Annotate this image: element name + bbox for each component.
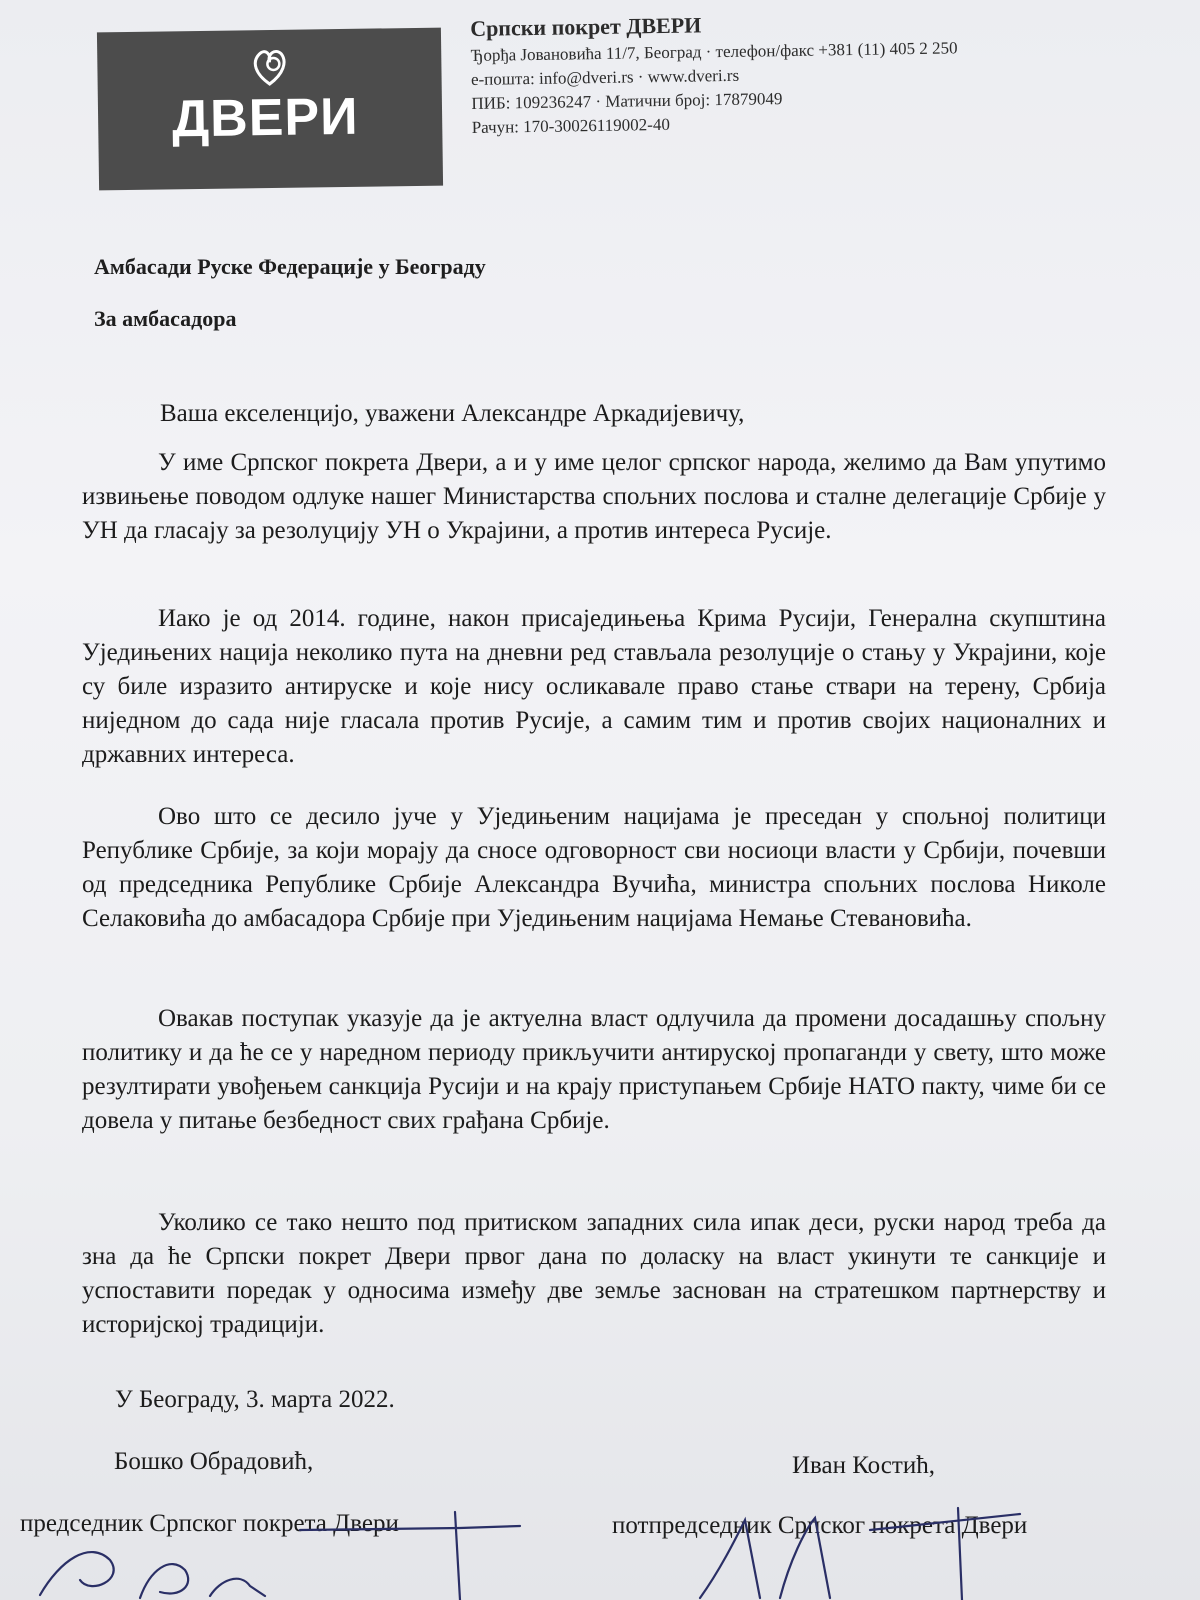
place-and-date: У Београду, 3. марта 2022.	[115, 1386, 395, 1413]
signatory-2-name: Иван Костић,	[792, 1452, 935, 1479]
paragraph-text: Ово што се десило јуче у Уједињеним нацијама је преседан у спољној политици Републике Србије, за који морају да сносе одговорност сви носиоци власти у Србији, почевши од председника Републике Србије Александра Вучића, министра спољних послова Николе Селаковића до амбасадора Србије при Уједињеним нацијама Немање Стевановића.	[82, 803, 1106, 932]
dveri-logo	[97, 28, 443, 191]
email-line: е-пошта: info@dveri.rs · www.dveri.rs	[470, 65, 740, 89]
signature-1-stroke	[300, 1526, 520, 1530]
salutation: Ваша екселенцијо, уважени Александре Аркадијевичу,	[160, 400, 745, 427]
address-line: Ђорђа Јовановића 11/7, Београд · телефон/факс +381 (11) 405 2 250	[470, 38, 958, 65]
paragraph-2	[82, 602, 1106, 772]
paragraph-text: Уколико се тако нешто под притиском западних сила ипак деси, руски народ треба да зна да ће Српски покрет Двери првог дана по доласку на власт укинути те санкције и успоставити поредак у односима између две земље заснован на стратешком партнерству и историјској традицији.	[82, 1209, 1106, 1338]
signatory-1-name: Бошко Обрадовић,	[114, 1448, 314, 1475]
letterhead-contact	[470, 8, 959, 140]
ids-line: ПИБ: 109236247 · Матични број: 17879049	[471, 89, 783, 113]
logo-emblem-icon	[245, 44, 294, 89]
recipient-line-1: Амбасади Руске Федерације у Београду	[94, 254, 486, 279]
signature-1-stroke	[140, 1564, 188, 1598]
signature-1-stroke	[455, 1512, 460, 1600]
signatory-2-title: потпредседник Српског покрета Двери	[612, 1512, 1028, 1539]
account-line: Рачун: 170-30026119002-40	[471, 114, 671, 137]
logo-wordmark: ДВЕРИ	[171, 87, 359, 149]
paragraph-4	[82, 1002, 1106, 1138]
signature-2-stroke	[958, 1508, 962, 1600]
signatory-1-title: председник Српског покрета Двери	[20, 1510, 399, 1537]
paragraph-5	[82, 1206, 1106, 1342]
paragraph-3	[82, 800, 1106, 936]
paragraph-1	[82, 446, 1106, 548]
handwritten-signatures	[0, 1500, 1200, 1600]
organization-name: Српски покрет ДВЕРИ	[470, 12, 702, 41]
signature-1-stroke	[40, 1552, 114, 1595]
recipient-line-2: За амбасадора	[94, 306, 237, 331]
signature-2-stroke	[700, 1520, 760, 1598]
paragraph-text: У име Српског покрета Двери, а и у име целог српског народа, желимо да Вам упутимо извињење поводом одлуке нашег Министарства спољних послова и сталне делегације Србије у УН да гласају за резолуцију УН о Украјини, а против интереса Русије.	[82, 449, 1106, 544]
paragraph-text: Иако је од 2014. године, након присаједињења Крима Русији, Генерална скупштина Уједињених нација неколико пута на дневни ред стављала резолуције о стању у Украјини, које су биле изразито антируске и које нису осликавале право стање ствари на терену, Србија ниједном до сада није гласала против Русије, а самим тим и против својих националних и државних интереса.	[82, 605, 1106, 768]
signature-1-stroke	[210, 1579, 265, 1596]
signature-2-stroke	[870, 1514, 1020, 1530]
paragraph-text: Овакав поступак указује да је актуелна власт одлучила да промени досадашњу спољну политику и да ће се у наредном периоду прикључити антируској пропаганди у свету, што може резултирати увођењем санкција Русији и на крају приступањем Србије НАТО пакту, чиме би се довела у питање безбедност свих грађана Србије.	[82, 1005, 1106, 1134]
signature-2-stroke	[780, 1518, 830, 1598]
